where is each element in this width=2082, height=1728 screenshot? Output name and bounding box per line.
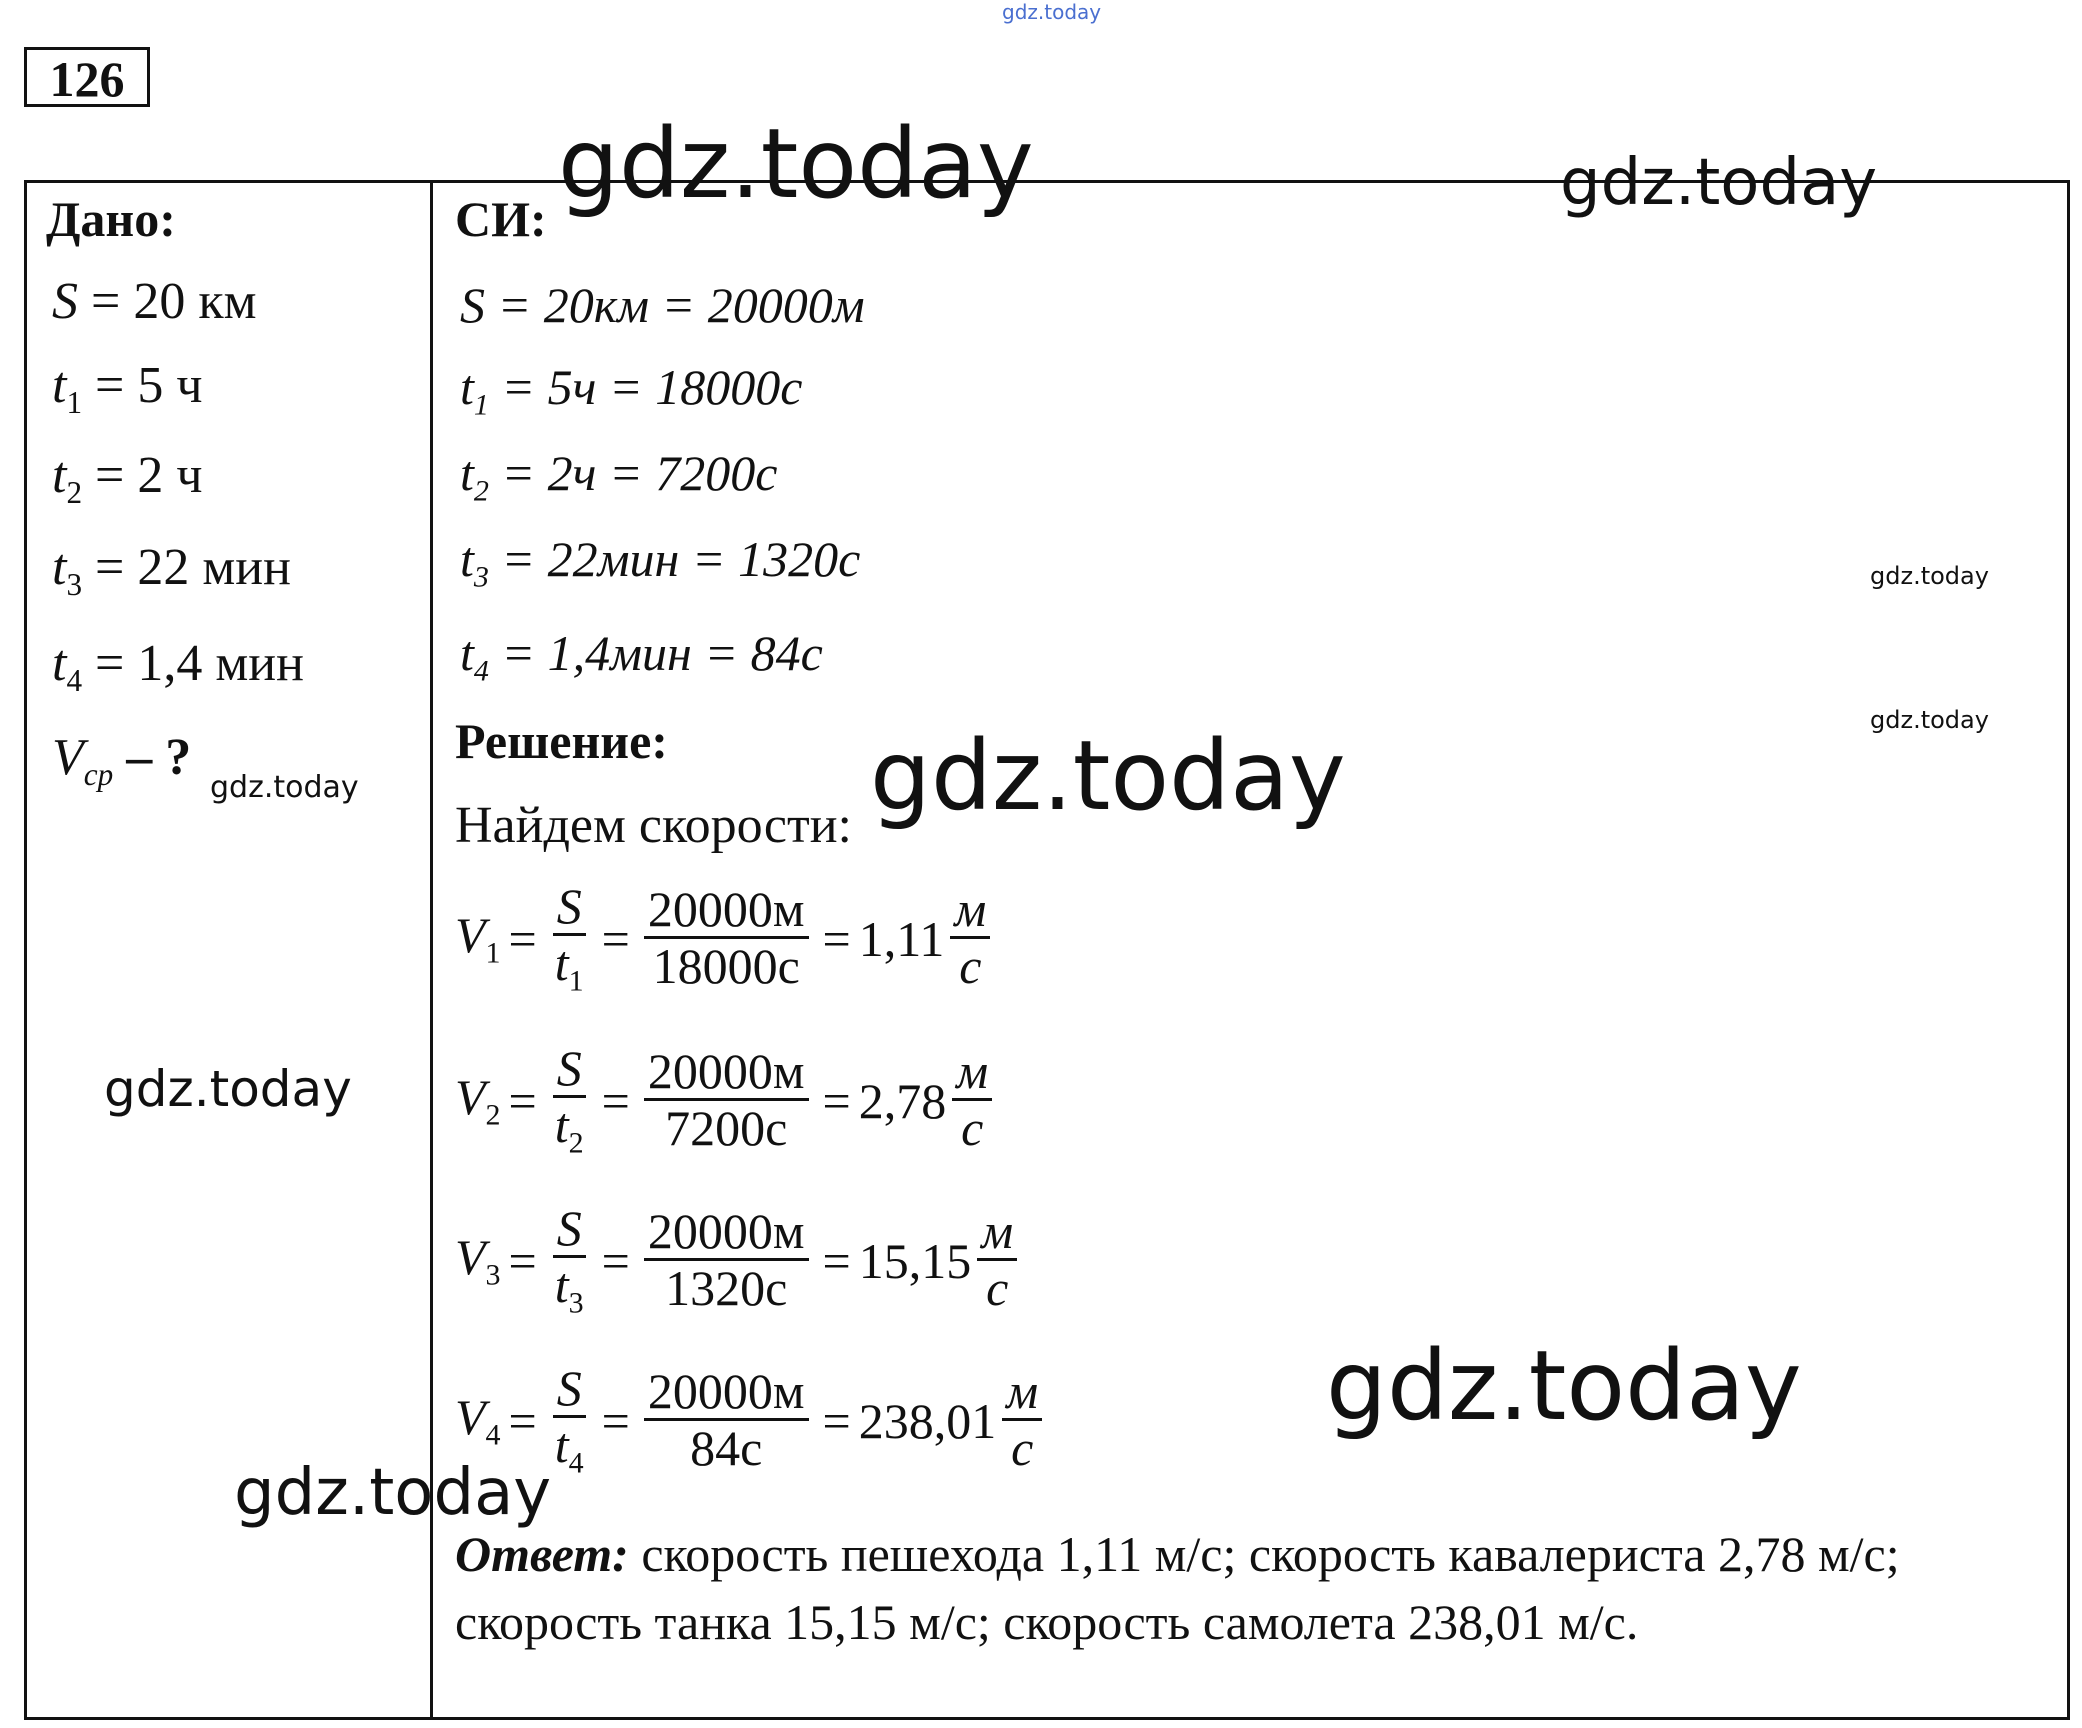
watermark: gdz.today bbox=[1326, 1330, 1802, 1442]
si-item: $t_3 = 22мин = 1320с$ bbox=[460, 531, 861, 594]
given-item: $t_4 = 1,4$ мин bbox=[52, 635, 304, 698]
watermark: gdz.today bbox=[1870, 706, 1989, 734]
given-item: S = 20 км bbox=[52, 273, 257, 330]
si-item: S = 20км = 20000м bbox=[460, 277, 865, 333]
velocity-equation: $V_2$ = $\frac{S}{t_2}$ = $\frac{20000м}{7200с}$ = 2,78 $\frac{м}{с}$ bbox=[455, 1042, 998, 1159]
velocity-equation: $V_3$ = $\frac{S}{t_3}$ = $\frac{20000м}{1320с}$ = 15,15 $\frac{м}{с}$ bbox=[455, 1202, 1023, 1319]
problem-number: 126 bbox=[24, 47, 150, 107]
velocity-equation: $V_1$ = $\frac{S}{t_1}$ = $\frac{20000м}{18000с}$ = 1,11 $\frac{м}{с}$ bbox=[455, 880, 996, 997]
watermark: gdz.today bbox=[104, 1060, 352, 1118]
si-item: $t_2 = 2ч = 7200с$ bbox=[460, 445, 778, 508]
watermark: gdz.today bbox=[1002, 0, 1102, 24]
answer-text: скорость пешехода 1,11 м/с; скорость кавалериста 2,78 м/с; скорость танка 15,15 м/с; скорость самолета 238,01 м/с. bbox=[455, 1526, 1900, 1650]
answer-label: Ответ: bbox=[455, 1526, 629, 1582]
si-item: $t_1 = 5ч = 18000с$ bbox=[460, 359, 803, 422]
watermark: gdz.today bbox=[1560, 146, 1878, 220]
answer-paragraph bbox=[455, 1520, 2045, 1656]
solution-intro: Найдем скорости: bbox=[455, 797, 852, 854]
given-unknown: $V_{ср}$ – ? bbox=[52, 729, 192, 792]
watermark: gdz.today bbox=[870, 720, 1346, 832]
velocity-equation: $V_4$ = $\frac{S}{t_4}$ = $\frac{20000м}{84с}$ = 238,01 $\frac{м}{с}$ bbox=[455, 1362, 1048, 1479]
given-item: $t_1 = 5$ ч bbox=[52, 357, 203, 420]
watermark: gdz.today bbox=[210, 770, 359, 805]
given-item: $t_3 = 22$ мин bbox=[52, 539, 291, 602]
si-header: СИ: bbox=[455, 191, 547, 247]
watermark: gdz.today bbox=[234, 1456, 552, 1530]
si-item: $t_4 = 1,4мин = 84с$ bbox=[460, 625, 823, 688]
solution-header: Решение: bbox=[455, 713, 668, 769]
watermark: gdz.today bbox=[558, 108, 1034, 220]
watermark: gdz.today bbox=[1870, 562, 1989, 590]
given-header: Дано: bbox=[46, 191, 176, 247]
given-item: $t_2 = 2$ ч bbox=[52, 447, 203, 510]
